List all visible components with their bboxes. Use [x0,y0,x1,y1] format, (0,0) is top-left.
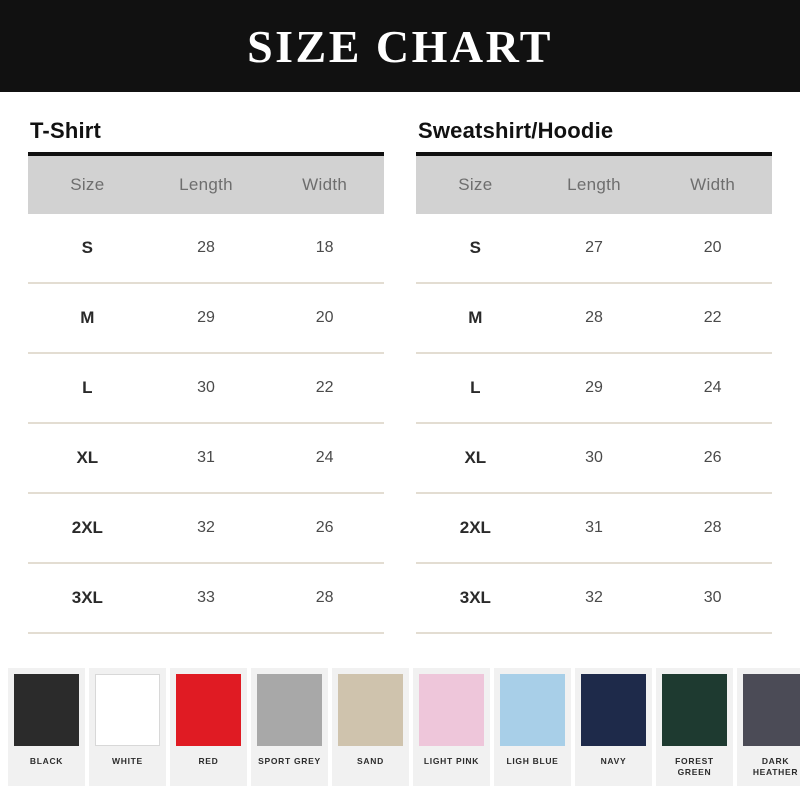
cell-width: 22 [653,283,772,353]
swatch-color-chip [95,674,160,746]
cell-size: XL [28,423,147,493]
cell-length: 30 [535,423,654,493]
page-title: SIZE CHART [247,20,553,72]
table-row [28,563,384,633]
swatch-navy [575,668,652,786]
swatch-red [170,668,247,786]
swatch-label: SAND [357,756,384,766]
swatch-color-chip [14,674,79,746]
table-row [416,214,772,283]
column-header-width: Width [653,156,772,214]
cell-length: 29 [147,283,266,353]
cell-length: 28 [147,214,266,283]
swatch-forest-green [656,668,733,786]
cell-width: 24 [653,353,772,423]
table-row [28,283,384,353]
cell-length: 33 [147,563,266,633]
table-header-row [28,156,384,214]
column-header-size: Size [416,156,535,214]
cell-length: 28 [535,283,654,353]
swatch-white [89,668,166,786]
swatch-light-pink [413,668,490,786]
table-row [416,283,772,353]
swatch-label: SPORT GREY [258,756,321,766]
tshirt-size-table [28,156,384,634]
cell-length: 27 [535,214,654,283]
sweatshirt-table-body [416,214,772,633]
cell-length: 31 [535,493,654,563]
swatch-color-chip [338,674,403,746]
sweatshirt-size-table [416,156,772,634]
cell-width: 20 [265,283,384,353]
swatch-light-blue [494,668,571,786]
cell-size: M [28,283,147,353]
page-header [0,0,800,92]
tshirt-table-body [28,214,384,633]
size-tables-container [0,92,800,634]
sweatshirt-table-block [416,118,772,634]
table-row [416,423,772,493]
column-header-length: Length [535,156,654,214]
swatch-sport-grey [251,668,328,786]
cell-size: M [416,283,535,353]
swatch-color-chip [662,674,727,746]
swatch-black [8,668,85,786]
table-row [416,563,772,633]
table-row [28,353,384,423]
tshirt-table-title: T-Shirt [30,118,102,143]
swatch-label: LIGH BLUE [506,756,559,766]
sweatshirt-table-head [416,156,772,214]
cell-width: 26 [265,493,384,563]
swatch-label: NAVY [600,756,627,766]
swatch-color-chip [743,674,800,746]
table-row [28,423,384,493]
tshirt-table-head [28,156,384,214]
cell-size: S [416,214,535,283]
tshirt-table-block [28,118,384,634]
sweatshirt-table-title: Sweatshirt/Hoodie [418,118,614,143]
table-row [416,493,772,563]
column-header-length: Length [147,156,266,214]
cell-width: 22 [265,353,384,423]
cell-size: 3XL [28,563,147,633]
cell-size: 3XL [416,563,535,633]
cell-size: L [416,353,535,423]
swatch-label: LIGHT PINK [423,756,480,766]
table-header-row [416,156,772,214]
swatch-sand [332,668,409,786]
cell-width: 26 [653,423,772,493]
swatch-color-chip [581,674,646,746]
table-row [28,214,384,283]
cell-size: L [28,353,147,423]
cell-width: 28 [653,493,772,563]
cell-width: 30 [653,563,772,633]
swatch-color-chip [419,674,484,746]
cell-length: 30 [147,353,266,423]
cell-width: 24 [265,423,384,493]
swatch-color-chip [500,674,565,746]
swatch-label: DARK HEATHER [752,756,799,777]
cell-size: S [28,214,147,283]
swatch-dark-heather [737,668,800,786]
cell-length: 32 [535,563,654,633]
swatch-label: FOREST GREEN [675,756,714,777]
cell-width: 20 [653,214,772,283]
swatch-label: RED [198,756,219,766]
cell-width: 18 [265,214,384,283]
color-swatches [8,668,799,786]
cell-length: 32 [147,493,266,563]
cell-size: XL [416,423,535,493]
swatch-label: WHITE [112,756,143,766]
swatch-color-chip [257,674,322,746]
swatch-color-chip [176,674,241,746]
cell-width: 28 [265,563,384,633]
table-row [416,353,772,423]
column-header-width: Width [265,156,384,214]
cell-size: 2XL [28,493,147,563]
table-row [28,493,384,563]
swatch-label: BLACK [29,756,64,766]
cell-length: 31 [147,423,266,493]
cell-size: 2XL [416,493,535,563]
column-header-size: Size [28,156,147,214]
cell-length: 29 [535,353,654,423]
